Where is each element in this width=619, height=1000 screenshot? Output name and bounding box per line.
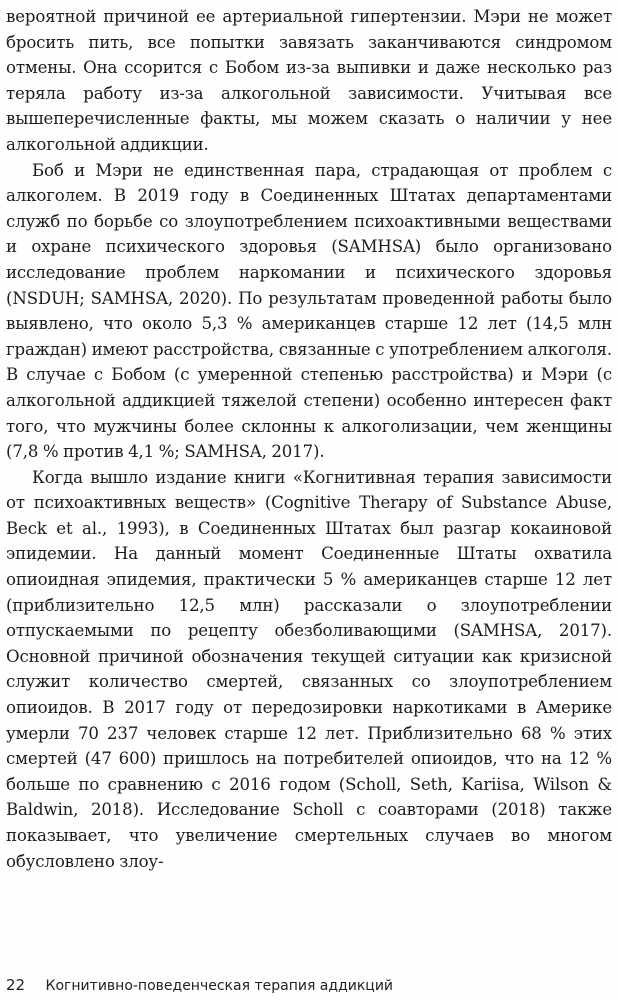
- page-footer: [6, 976, 393, 995]
- page-number: 22: [6, 976, 26, 994]
- paragraph-samhsa-alcohol: Боб и Мэри не единственная пара, страдающая от проблем с алкоголем. В 2019 году в Соединенных Штатах департаментами служб по борьбе со злоупотреблением психоактивными веществами и охране психического здоровья (SAMHSA) было организовано исследование проблем наркомании и психического здоровья (NSDUH; SAMHSA, 2020). По результатам проведенной работы было выявлено, что около 5,3 % американцев старше 12 лет (14,5 млн граждан) имеют расстройства, связанные с употреблением алкоголя. В случае с Бобом (с умеренной степенью расстройства) и Мэри (с алкогольной аддикцией тяжелой степени) особенно интересен факт того, что мужчины более склонны к алкоголизации, чем женщины (7,8 % против 4,1 %; SAMHSA, 2017).: [6, 160, 612, 462]
- body-text: [6, 4, 612, 874]
- paragraph-continuation: вероятной причиной ее артериальной гипертензии. Мэри не может бросить пить, все попытки завязать заканчиваются синдромом отмены. Она ссорится с Бобом из-за выпивки и даже несколько раз теряла работу из-за алкогольной зависимости. Учитывая все вышеперечисленные факты, мы можем сказать о наличии у нее алкогольной аддикции.: [6, 7, 612, 154]
- paragraph-opioid-epidemic: Когда вышло издание книги «Когнитивная терапия зависимости от психоактивных веществ» (Cognitive Therapy of Substance Abuse, Beck et al., 1993), в Соединенных Штатах был разгар кокаиновой эпидемии. На данный момент Соединенные Штаты охватила опиоидная эпидемия, практически 5 % американцев старше 12 лет (приблизительно 12,5 млн) рассказали о злоупотреблении отпускаемыми по рецепту обезболивающими (SAMHSA, 2017). Основной причиной обозначения текущей ситуации как кризисной служит количество смертей, связанных со злоупотреблением опиоидов. В 2017 году от передозировки наркотиками в Америке умерли 70 237 человек старше 12 лет. Приблизительно 68 % этих смертей (47 600) пришлось на потребителей опиоидов, что на 12 % больше по сравнению с 2016 годом (Scholl, Seth, Kariisa, Wilson & Baldwin, 2018). Исследование Scholl с соавторами (2018) также показывает, что увеличение смертельных случаев во многом обусловлено злоу-: [6, 467, 612, 871]
- running-title: Когнитивно-поведенческая терапия аддикций: [45, 978, 394, 994]
